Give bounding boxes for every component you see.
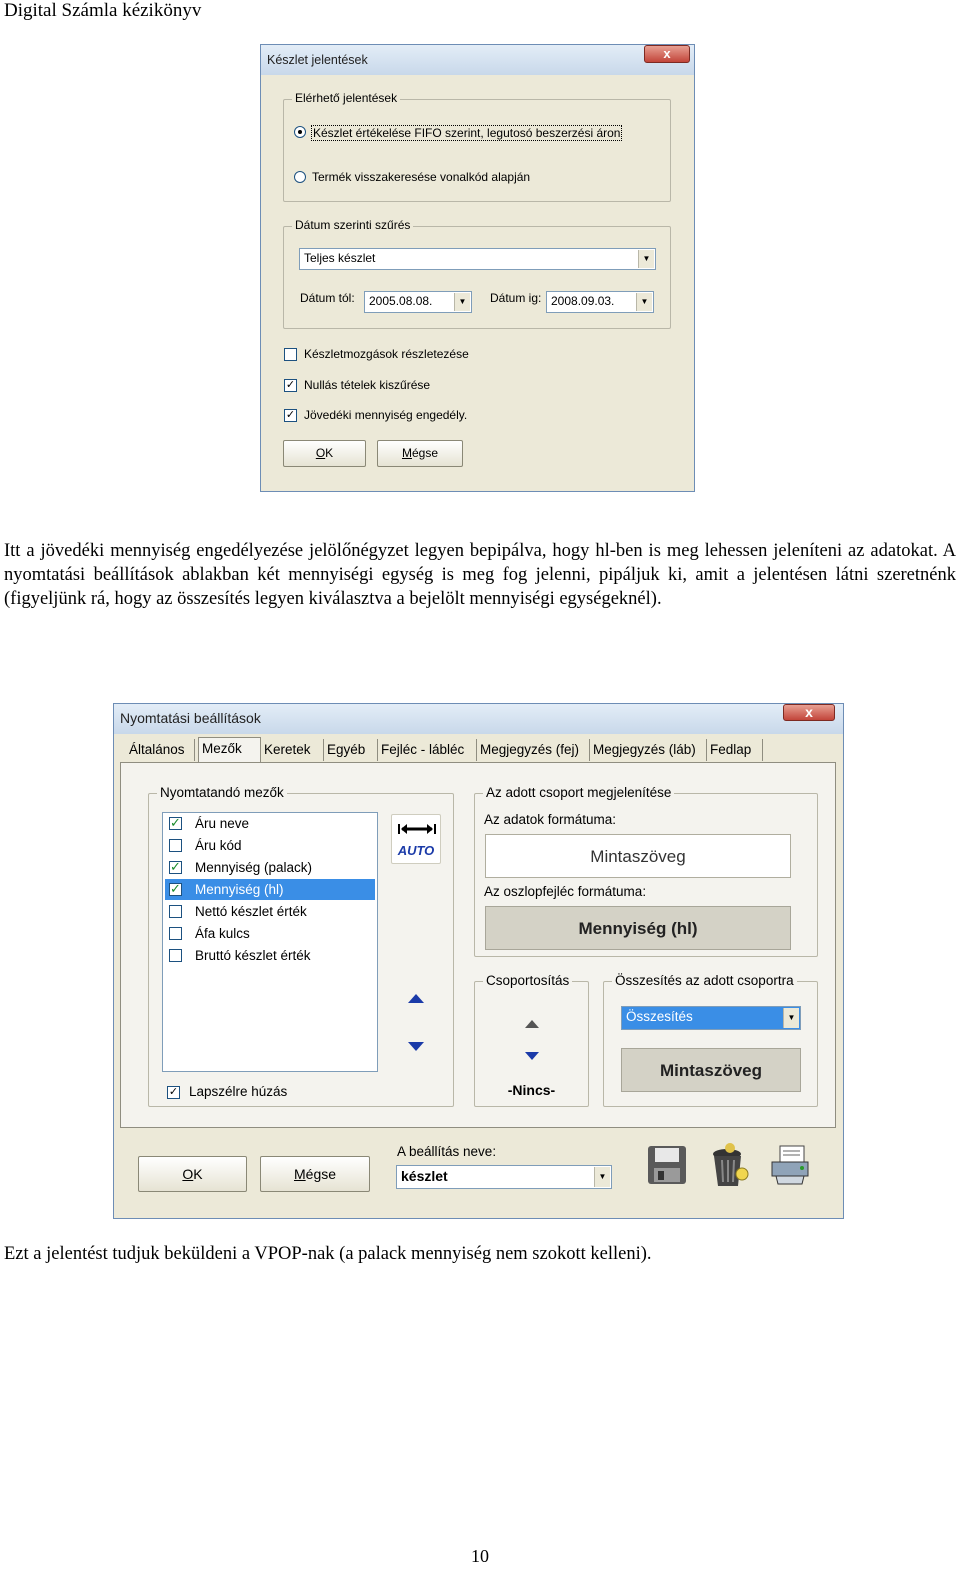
list-item[interactable] [165, 923, 375, 944]
checkbox[interactable]: ✓ [170, 881, 181, 896]
date-to-picker[interactable] [546, 291, 654, 313]
stock-movement-details-checkbox[interactable] [284, 348, 297, 361]
tab-other[interactable]: Egyéb [324, 739, 378, 761]
group-label: Nyomtatandó mezők [157, 785, 287, 800]
printer-icon [768, 1144, 812, 1186]
summary-group [603, 973, 818, 1107]
checkbox[interactable]: ✓ [170, 859, 181, 874]
cancel-rest: égse [305, 1166, 337, 1182]
barcode-search-label[interactable]: Termék visszakeresése vonalkód alapján [312, 170, 531, 184]
dialog-title: Készlet jelentések [267, 53, 368, 67]
fit-page-checkbox[interactable]: ✓ [168, 1086, 179, 1098]
tab-borders[interactable]: Keretek [261, 739, 324, 761]
trash-icon [708, 1142, 750, 1188]
tab-cover[interactable]: Fedlap [707, 739, 763, 761]
close-icon: x [805, 704, 813, 720]
fields-list[interactable] [162, 812, 378, 1072]
data-format-sample[interactable] [485, 834, 791, 878]
checkbox[interactable] [169, 839, 182, 852]
chevron-down-icon[interactable]: ▼ [454, 293, 470, 311]
tab-note-footer[interactable]: Megjegyzés (láb) [590, 739, 707, 761]
print-button[interactable] [768, 1144, 812, 1186]
sample-text: Mintaszöveg [590, 847, 686, 866]
stock-movement-details-label[interactable]: Készletmozgások részletezése [304, 347, 469, 361]
field-label: Áfa kulcs [195, 926, 250, 941]
chevron-down-icon[interactable]: ▼ [638, 250, 654, 268]
close-icon: x [663, 46, 671, 61]
period-select[interactable] [299, 248, 656, 270]
group-label: Elérhető jelentések [292, 91, 400, 105]
list-item[interactable] [165, 813, 375, 834]
checkbox[interactable] [169, 905, 182, 918]
list-item[interactable] [165, 901, 375, 922]
print-settings-dialog [113, 703, 844, 1219]
sample-text: Mintaszöveg [659, 1061, 763, 1080]
tab-fields[interactable]: Mezők [198, 737, 261, 762]
tab-header-footer[interactable]: Fejléc - lábléc [378, 739, 477, 761]
paragraph-excise-quantity: Itt a jövedéki mennyiség engedélyezése jelölőnégyzet legyen bepipálva, hogy hl-ben is meg lehessen jeleníteni az adatokat. A nyomtatási beállítások ablakban két mennyiségi egység is meg fog jelenni, pipáljuk ki, amit a jelentésen látni szeretnénk (figyeljünk rá, hogy az összesítés legyen kiválasztva a bejelölt mennyiségi egységeknél). [4, 541, 956, 609]
fifo-report-radio[interactable] [294, 126, 306, 138]
sample-text: Mennyiség (hl) [578, 919, 698, 938]
cancel-accel: M [293, 1166, 306, 1182]
group-display-group [474, 785, 818, 957]
save-icon [646, 1144, 688, 1186]
header-format-label: Az oszlopfejléc formátuma: [484, 884, 647, 899]
chevron-down-icon[interactable]: ▼ [636, 293, 652, 311]
grouping-value: -Nincs- [507, 1082, 556, 1098]
field-label: Mennyiség (hl) [195, 882, 284, 897]
cancel-rest: égse [411, 446, 439, 460]
field-label: Bruttó készlet érték [195, 948, 311, 963]
checkbox[interactable] [169, 927, 182, 940]
setting-name-value: készlet [401, 1168, 448, 1184]
dialog-title: Nyomtatási beállítások [120, 710, 261, 726]
field-label: Mennyiség (palack) [195, 860, 313, 875]
auto-label: AUTO [397, 843, 435, 858]
summary-select[interactable] [621, 1006, 801, 1030]
tab-page [120, 762, 836, 1128]
move-down-icon[interactable] [525, 1052, 539, 1060]
cancel-button[interactable] [377, 440, 463, 467]
summary-format-sample[interactable] [621, 1048, 801, 1092]
printable-fields-group [148, 785, 454, 1107]
cancel-button[interactable] [260, 1156, 370, 1192]
zero-items-filter-checkbox[interactable]: ✓ [285, 379, 296, 391]
date-from-value: 2005.08.08. [369, 294, 433, 308]
summary-value: Összesítés [626, 1009, 693, 1024]
grouping-group [474, 973, 589, 1107]
checkbox[interactable] [169, 949, 182, 962]
cancel-accel: M [401, 446, 412, 460]
resize-width-icon [397, 821, 437, 837]
tab-general[interactable]: Általános [126, 739, 195, 761]
data-format-label: Az adatok formátuma: [484, 812, 617, 827]
field-label: Áru kód [195, 838, 242, 853]
setting-name-select[interactable] [396, 1165, 612, 1189]
list-item[interactable] [165, 857, 375, 878]
dialog-titlebar [261, 45, 694, 75]
document-header: Digital Számla kézikönyv [4, 0, 202, 21]
paragraph-vpop: Ezt a jelentést tudjuk beküldeni a VPOP-nak (a palack mennyiség nem szokott kelleni). [4, 1244, 652, 1264]
list-item-selected[interactable] [165, 879, 375, 900]
radio-dot [298, 130, 302, 134]
field-label: Áru neve [195, 816, 250, 831]
header-format-sample[interactable] [485, 906, 791, 950]
group-label: Csoportosítás [483, 973, 572, 988]
ok-button[interactable] [283, 440, 366, 467]
ok-accel: O [315, 446, 326, 460]
date-to-label: Dátum ig: [490, 291, 542, 305]
delete-button[interactable] [708, 1142, 750, 1188]
date-filter-group [283, 218, 671, 329]
ok-rest: K [325, 446, 334, 460]
group-label: Összesítés az adott csoportra [612, 973, 797, 988]
fit-page-label[interactable]: Lapszélre húzás [189, 1084, 288, 1099]
date-from-label: Dátum tól: [300, 291, 355, 305]
move-up-icon[interactable] [525, 1020, 539, 1028]
move-down-icon[interactable] [408, 1042, 424, 1051]
excise-quantity-label[interactable]: Jövedéki mennyiség engedély. [304, 408, 468, 422]
available-reports-group [283, 91, 671, 202]
dialog-titlebar [114, 704, 843, 734]
stock-reports-dialog [260, 44, 695, 492]
group-label: Az adott csoport megjelenítése [483, 785, 674, 800]
excise-quantity-checkbox[interactable]: ✓ [285, 409, 296, 421]
barcode-search-radio[interactable] [294, 171, 306, 183]
group-label: Dátum szerinti szűrés [292, 218, 413, 232]
chevron-down-icon[interactable]: ▼ [594, 1167, 610, 1187]
page-number: 10 [471, 1546, 489, 1566]
date-to-value: 2008.09.03. [551, 294, 615, 308]
close-button[interactable] [783, 704, 835, 721]
date-from-picker[interactable] [364, 291, 472, 313]
list-item[interactable] [165, 835, 375, 856]
period-value: Teljes készlet [304, 251, 376, 265]
list-item[interactable] [165, 945, 375, 966]
setting-name-label: A beállítás neve: [397, 1144, 497, 1159]
save-button[interactable] [646, 1144, 688, 1186]
tab-note-header[interactable]: Megjegyzés (fej) [477, 739, 590, 761]
zero-items-filter-label[interactable]: Nullás tételek kiszűrése [304, 378, 431, 392]
fifo-report-label[interactable]: Készlet értékelése FIFO szerint, legutosó beszerzési áron [313, 126, 621, 140]
auto-width-button[interactable] [391, 814, 441, 864]
move-up-icon[interactable] [408, 994, 424, 1003]
ok-rest: K [193, 1166, 203, 1182]
ok-accel: O [182, 1166, 194, 1182]
close-button[interactable] [644, 45, 690, 63]
ok-button[interactable] [138, 1156, 247, 1192]
checkbox[interactable]: ✓ [170, 815, 181, 830]
chevron-down-icon[interactable]: ▼ [783, 1008, 799, 1028]
tab-strip [126, 739, 836, 763]
field-label: Nettó készlet érték [195, 904, 307, 919]
